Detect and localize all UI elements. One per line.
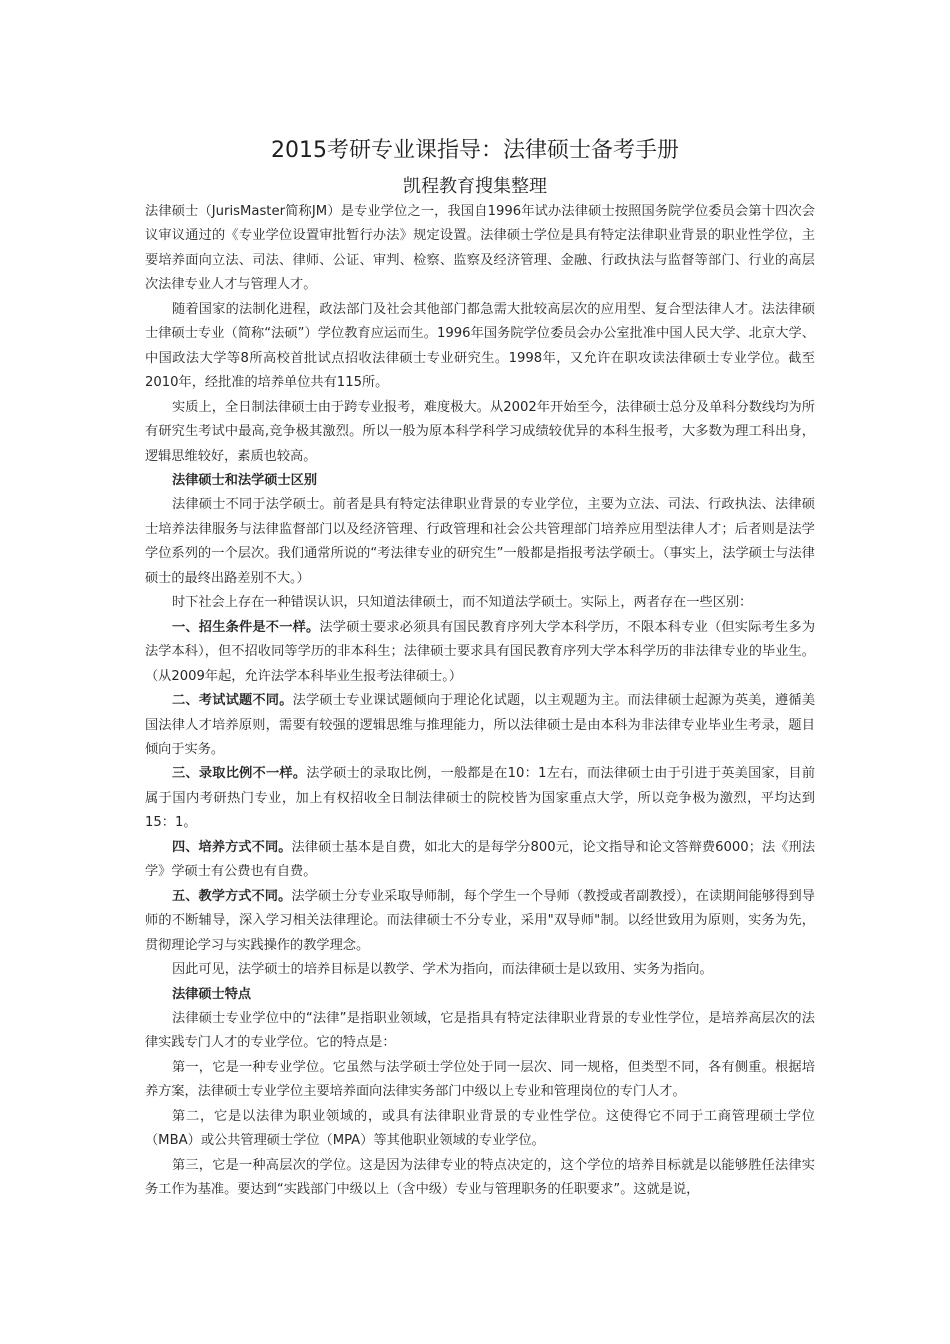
document-body: [145, 200, 815, 1203]
paragraph-5: 时下社会上存在一种错误认识，只知道法律硕士，而不知道法学硕士。实际上，两者存在一些区别：: [172, 595, 753, 611]
paragraph-conclusion: 因此可见，法学硕士的培养目标是以教学、学术为指向，而法律硕士是以致用、实务为指向。: [172, 962, 713, 978]
point-2: 二、考试试题不同。法学硕士专业课试题倾向于理论化试题，以主观题为主。而法律硕士起源为英美，遵循美国法律人才培养原则，需要有较强的逻辑思维与推理能力，所以法律硕士是由本科为非法律专业毕业生考录，题目倾向于实务。: [145, 693, 816, 757]
point-1: 一、招生条件是不一样。法学硕士要求必须具有国民教育序列大学本科学历，不限本科专业（但实际考生多为法学本科），但不招收同等学历的非本科生；法律硕士要求具有国民教育序列大学本科学历的非法律专业的毕业生。（从2009年起，允许法学本科毕业生报考法律硕士。）: [145, 619, 816, 684]
point-5: 五、教学方式不同。法学硕士分专业采取导师制，每个学生一个导师（教授或者副教授），在读期间能够得到导师的不断辅导，深入学习相关法律理论。而法律硕士不分专业，采用"双导师"制。以经世致用为原则，实务为先，贯彻理论学习与实践操作的教学理念。: [145, 888, 815, 953]
feature-3: 第三，它是一种高层次的学位。这是因为法律专业的特点决定的，这个学位的培养目标就是以能够胜任法律实务工作为基准。要达到“实践部门中级以上（含中级）专业与管理职务的任职要求”。这就是说，: [145, 1157, 815, 1198]
document-subtitle: 凯程教育搜集整理: [403, 176, 547, 197]
section-heading-features: 法律硕士特点: [172, 986, 252, 1002]
paragraph-1: 法律硕士（JurisMaster简称JM）是专业学位之一，我国自1996年试办法律硕士按照国务院学位委员会第十四次会议审议通过的《专业学位设置审批暂行办法》规定设置。法律硕士学位是具有特定法律职业背景的职业性学位，主要培养面向立法、司法、律师、公证、审判、检察、监察及经济管理、金融、行政执法与监督等部门、行业的高层次法律专业人才与管理人才。: [145, 204, 815, 293]
paragraph-features-intro: 法律硕士专业学位中的“法律”是指职业领域，它是指具有特定法律职业背景的专业性学位，是培养高层次的法律实践专门人才的专业学位。它的特点是：: [145, 1010, 815, 1051]
paragraph-3: 实质上，全日制法律硕士由于跨专业报考，难度极大。从2002年开始至今，法律硕士总分及单科分数线均为所有研究生考试中最高,竞争极其激烈。所以一般为原本科学科学习成绩较优异的本科生报考，大多数为理工科出身，逻辑思维较好，素质也较高。: [145, 399, 815, 464]
document-title: 2015考研专业课指导：法律硕士备考手册: [271, 138, 679, 163]
feature-2: 第二，它是以法律为职业领域的，或具有法律职业背景的专业性学位。这使得它不同于工商管理硕士学位（MBA）或公共管理硕士学位（MPA）等其他职业领域的专业学位。: [145, 1108, 815, 1149]
point-4: 四、培养方式不同。法律硕士基本是自费，如北大的是每学分800元，论文指导和论文答辩费6000；法《刑法学》学硕士有公费也有自费。: [145, 839, 816, 880]
point-3: 三、录取比例不一样。法学硕士的录取比例，一般都是在10：1左右，而法律硕士由于引进于英美国家，目前属于国内考研热门专业，加上有权招收全日制法律硕士的院校皆为国家重点大学，所以竞争极为激烈，平均达到15：1。: [145, 766, 816, 831]
feature-1: 第一，它是一种专业学位。它虽然与法学硕士学位处于同一层次、同一规格，但类型不同，各有侧重。根据培养方案，法律硕士专业学位主要培养面向法律实务部门中级以上专业和管理岗位的专门人才。: [145, 1059, 815, 1100]
paragraph-2: 随着国家的法制化进程，政法部门及社会其他部门都急需大批较高层次的应用型、复合型法律人才。法法律硕士律硕士专业（简称“法硕”）学位教育应运而生。1996年国务院学位委员会办公室批准中国人民大学、北京大学、中国政法大学等8所高校首批试点招收法律硕士专业研究生。1998年，又允许在职攻读法律硕士专业学位。截至2010年，经批准的培养单位共有115所。: [145, 301, 815, 391]
section-heading-difference: 法律硕士和法学硕士区别: [172, 472, 318, 488]
paragraph-4: 法律硕士不同于法学硕士。前者是具有特定法律职业背景的专业学位，主要为立法、司法、行政执法、法律硕士培养法律服务与法律监督部门以及经济管理、行政管理和社会公共管理部门培养应用型法律人才；后者则是法学学位系列的一个层次。我们通常所说的“考法律专业的研究生”一般都是指报考法学硕士。（事实上，法学硕士与法律硕士的最终出路差别不大。）: [145, 497, 815, 586]
